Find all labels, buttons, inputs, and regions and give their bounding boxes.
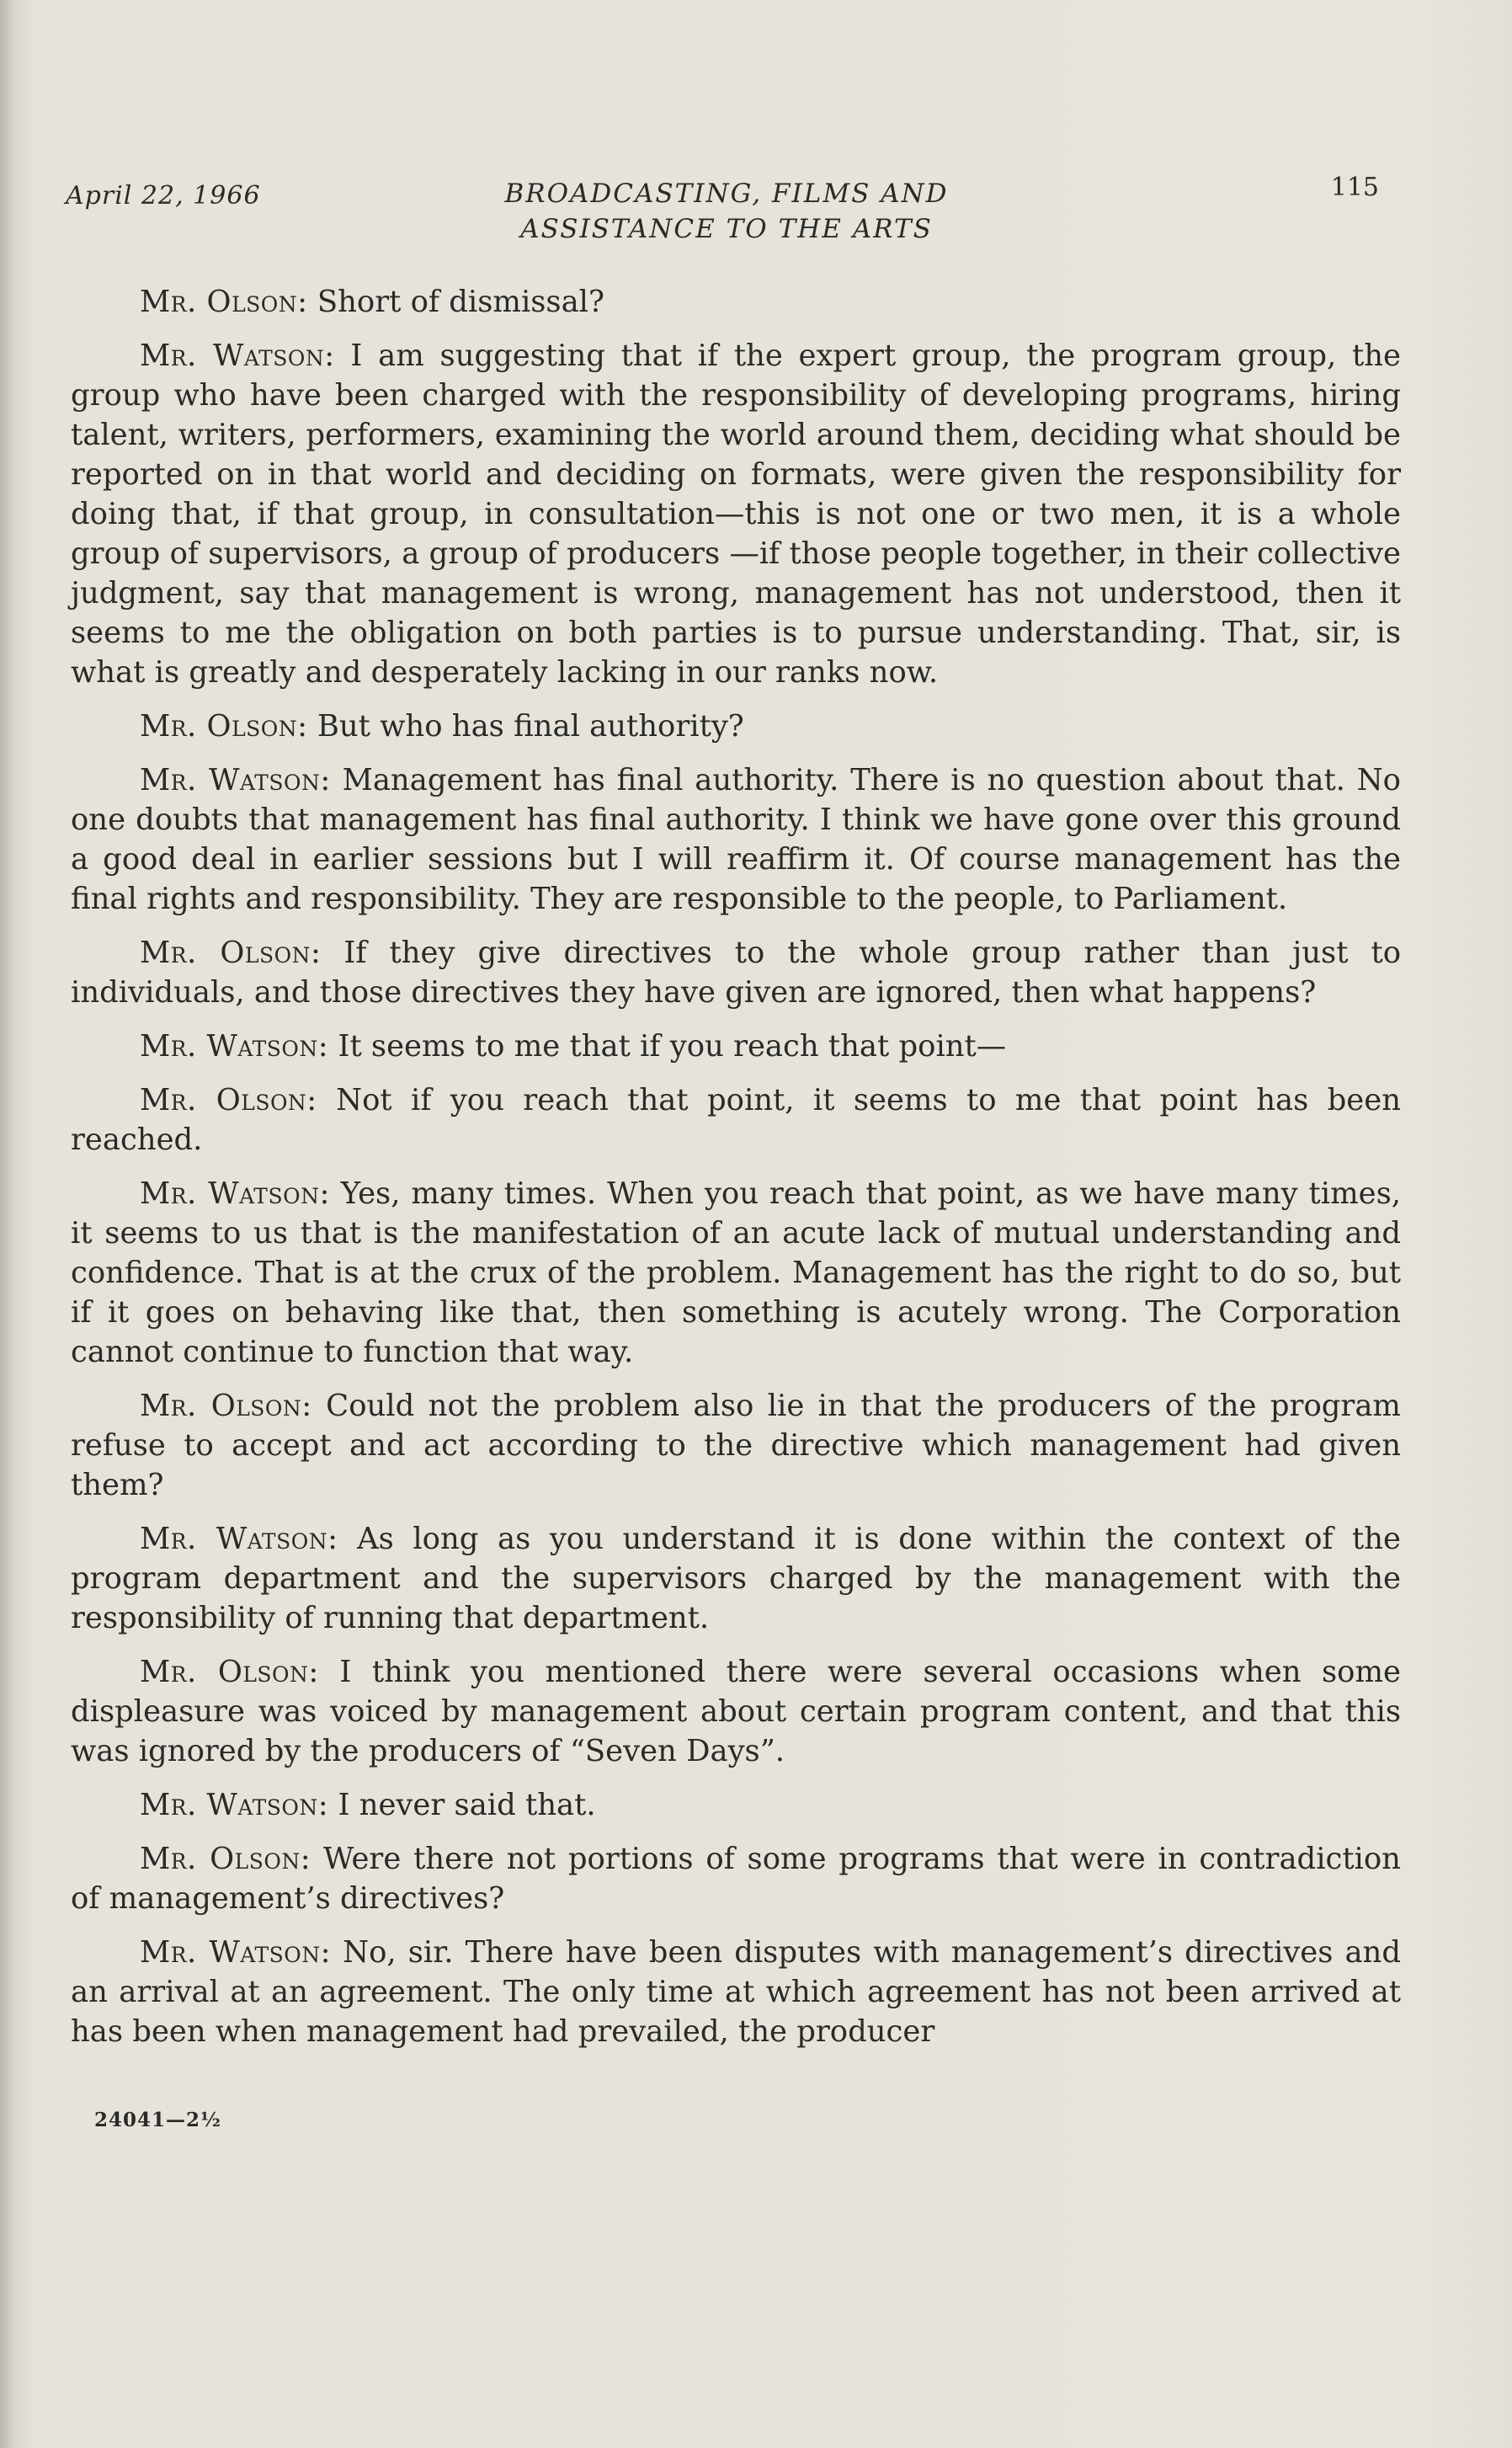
paragraph [71, 336, 1401, 692]
paragraph-text: As long as you understand it is done within the context of the program department and the supervisors charged by the management with the responsibility of running that department. [71, 1522, 1402, 1635]
header-date: April 22, 1966 [66, 181, 261, 211]
transcript-body [71, 282, 1401, 2066]
page-number: 115 [1330, 173, 1379, 202]
speaker-name: Mr. Watson: [140, 339, 335, 373]
paragraph [71, 1933, 1401, 2051]
page-header [66, 173, 1387, 248]
speaker-name: Mr. Olson: [140, 1655, 319, 1689]
paragraph [71, 282, 1401, 322]
speaker-name: Mr. Olson: [140, 709, 308, 744]
paragraph-text: Could not the problem also lie in that the producers of the program refuse to accept and act according to the directive which management had given them? [71, 1389, 1401, 1502]
paragraph [71, 760, 1401, 919]
paragraph-text: Not if you reach that point, it seems to me that point has been reached. [71, 1083, 1401, 1157]
paragraph-text: I am suggesting that if the expert group, the program group, the group who have been charged with the responsibility of developing programs, hiring talent, writers, performers, examining the world around them, deciding what should be reported on in that world and deciding on formats, were given the responsibility for doing that, if that group, in consultation—this is not one or two men, it is a whole group of supervisors, a group of producers —if those people together, in their collective judgment, say that management is wrong, management has not understood, then it seems to me the obligation on both parties is to pursue understanding. That, sir, is what is greatly and desperately lacking in our ranks now. [71, 339, 1401, 690]
paragraph [71, 1386, 1401, 1505]
paragraph [71, 933, 1401, 1012]
paragraph-text: Short of dismissal? [307, 285, 604, 319]
speaker-name: Mr. Watson: [140, 1935, 332, 1970]
paragraph-text: If they give directives to the whole group rather than just to individuals, and those directives they have given are ignored, then what happens? [71, 936, 1401, 1010]
speaker-name: Mr. Watson: [140, 1788, 329, 1822]
paragraph-text: It seems to me that if you reach that point— [328, 1029, 1007, 1064]
footer-print-code: 24041—2½ [94, 2109, 222, 2131]
paragraph [71, 1839, 1401, 1918]
paragraph-text: I never said that. [328, 1788, 596, 1822]
speaker-name: Mr. Watson: [140, 1029, 329, 1064]
speaker-name: Mr. Watson: [140, 1176, 330, 1211]
speaker-name: Mr. Olson: [140, 1083, 317, 1117]
speaker-name: Mr. Watson: [140, 763, 331, 797]
paragraph [71, 1519, 1401, 1638]
paragraph-text: Yes, many times. When you reach that point, as we have many times, it seems to us that is the manifestation of an acute lack of mutual understanding and confidence. That is at the crux of the problem. Management has the right to do so, but if it goes on behaving like that, then something is acutely wrong. The Corporation cannot continue to function that way. [71, 1176, 1401, 1369]
paragraph [71, 707, 1401, 746]
header-title-line-2: ASSISTANCE TO THE ARTS [520, 214, 933, 244]
paragraph [71, 1027, 1401, 1066]
header-title-line-1: BROADCASTING, FILMS AND [504, 179, 949, 209]
header-title [66, 176, 1387, 247]
paragraph [71, 1080, 1401, 1160]
paragraph [71, 1652, 1401, 1771]
paragraph [71, 1785, 1401, 1825]
speaker-name: Mr. Olson: [140, 285, 308, 319]
paragraph-text: No, sir. There have been disputes with management’s directives and an arrival at an agreement. The only time at which agreement has not been arrived at has been when management had prevailed, the producer [71, 1935, 1401, 2049]
speaker-name: Mr. Olson: [140, 1842, 311, 1876]
speaker-name: Mr. Watson: [140, 1522, 338, 1556]
paragraph [71, 1174, 1401, 1372]
paragraph-text: But who has final authority? [307, 709, 744, 744]
paragraph-text: I think you mentioned there were several occasions when some displeasure was voiced by management about certain program content, and that this was ignored by the producers of “Seven Days”. [71, 1655, 1401, 1768]
paragraph-text: Management has final authority. There is no question about that. No one doubts that management has final authority. I think we have gone over this ground a good deal in earlier sessions but I will reaffirm it. Of course management has the final rights and responsibility. They are responsible to the people, to Parliament. [71, 763, 1401, 916]
speaker-name: Mr. Olson: [140, 936, 322, 970]
paragraph-text: Were there not portions of some programs that were in contradiction of management’s directives? [71, 1842, 1401, 1916]
speaker-name: Mr. Olson: [140, 1389, 312, 1423]
